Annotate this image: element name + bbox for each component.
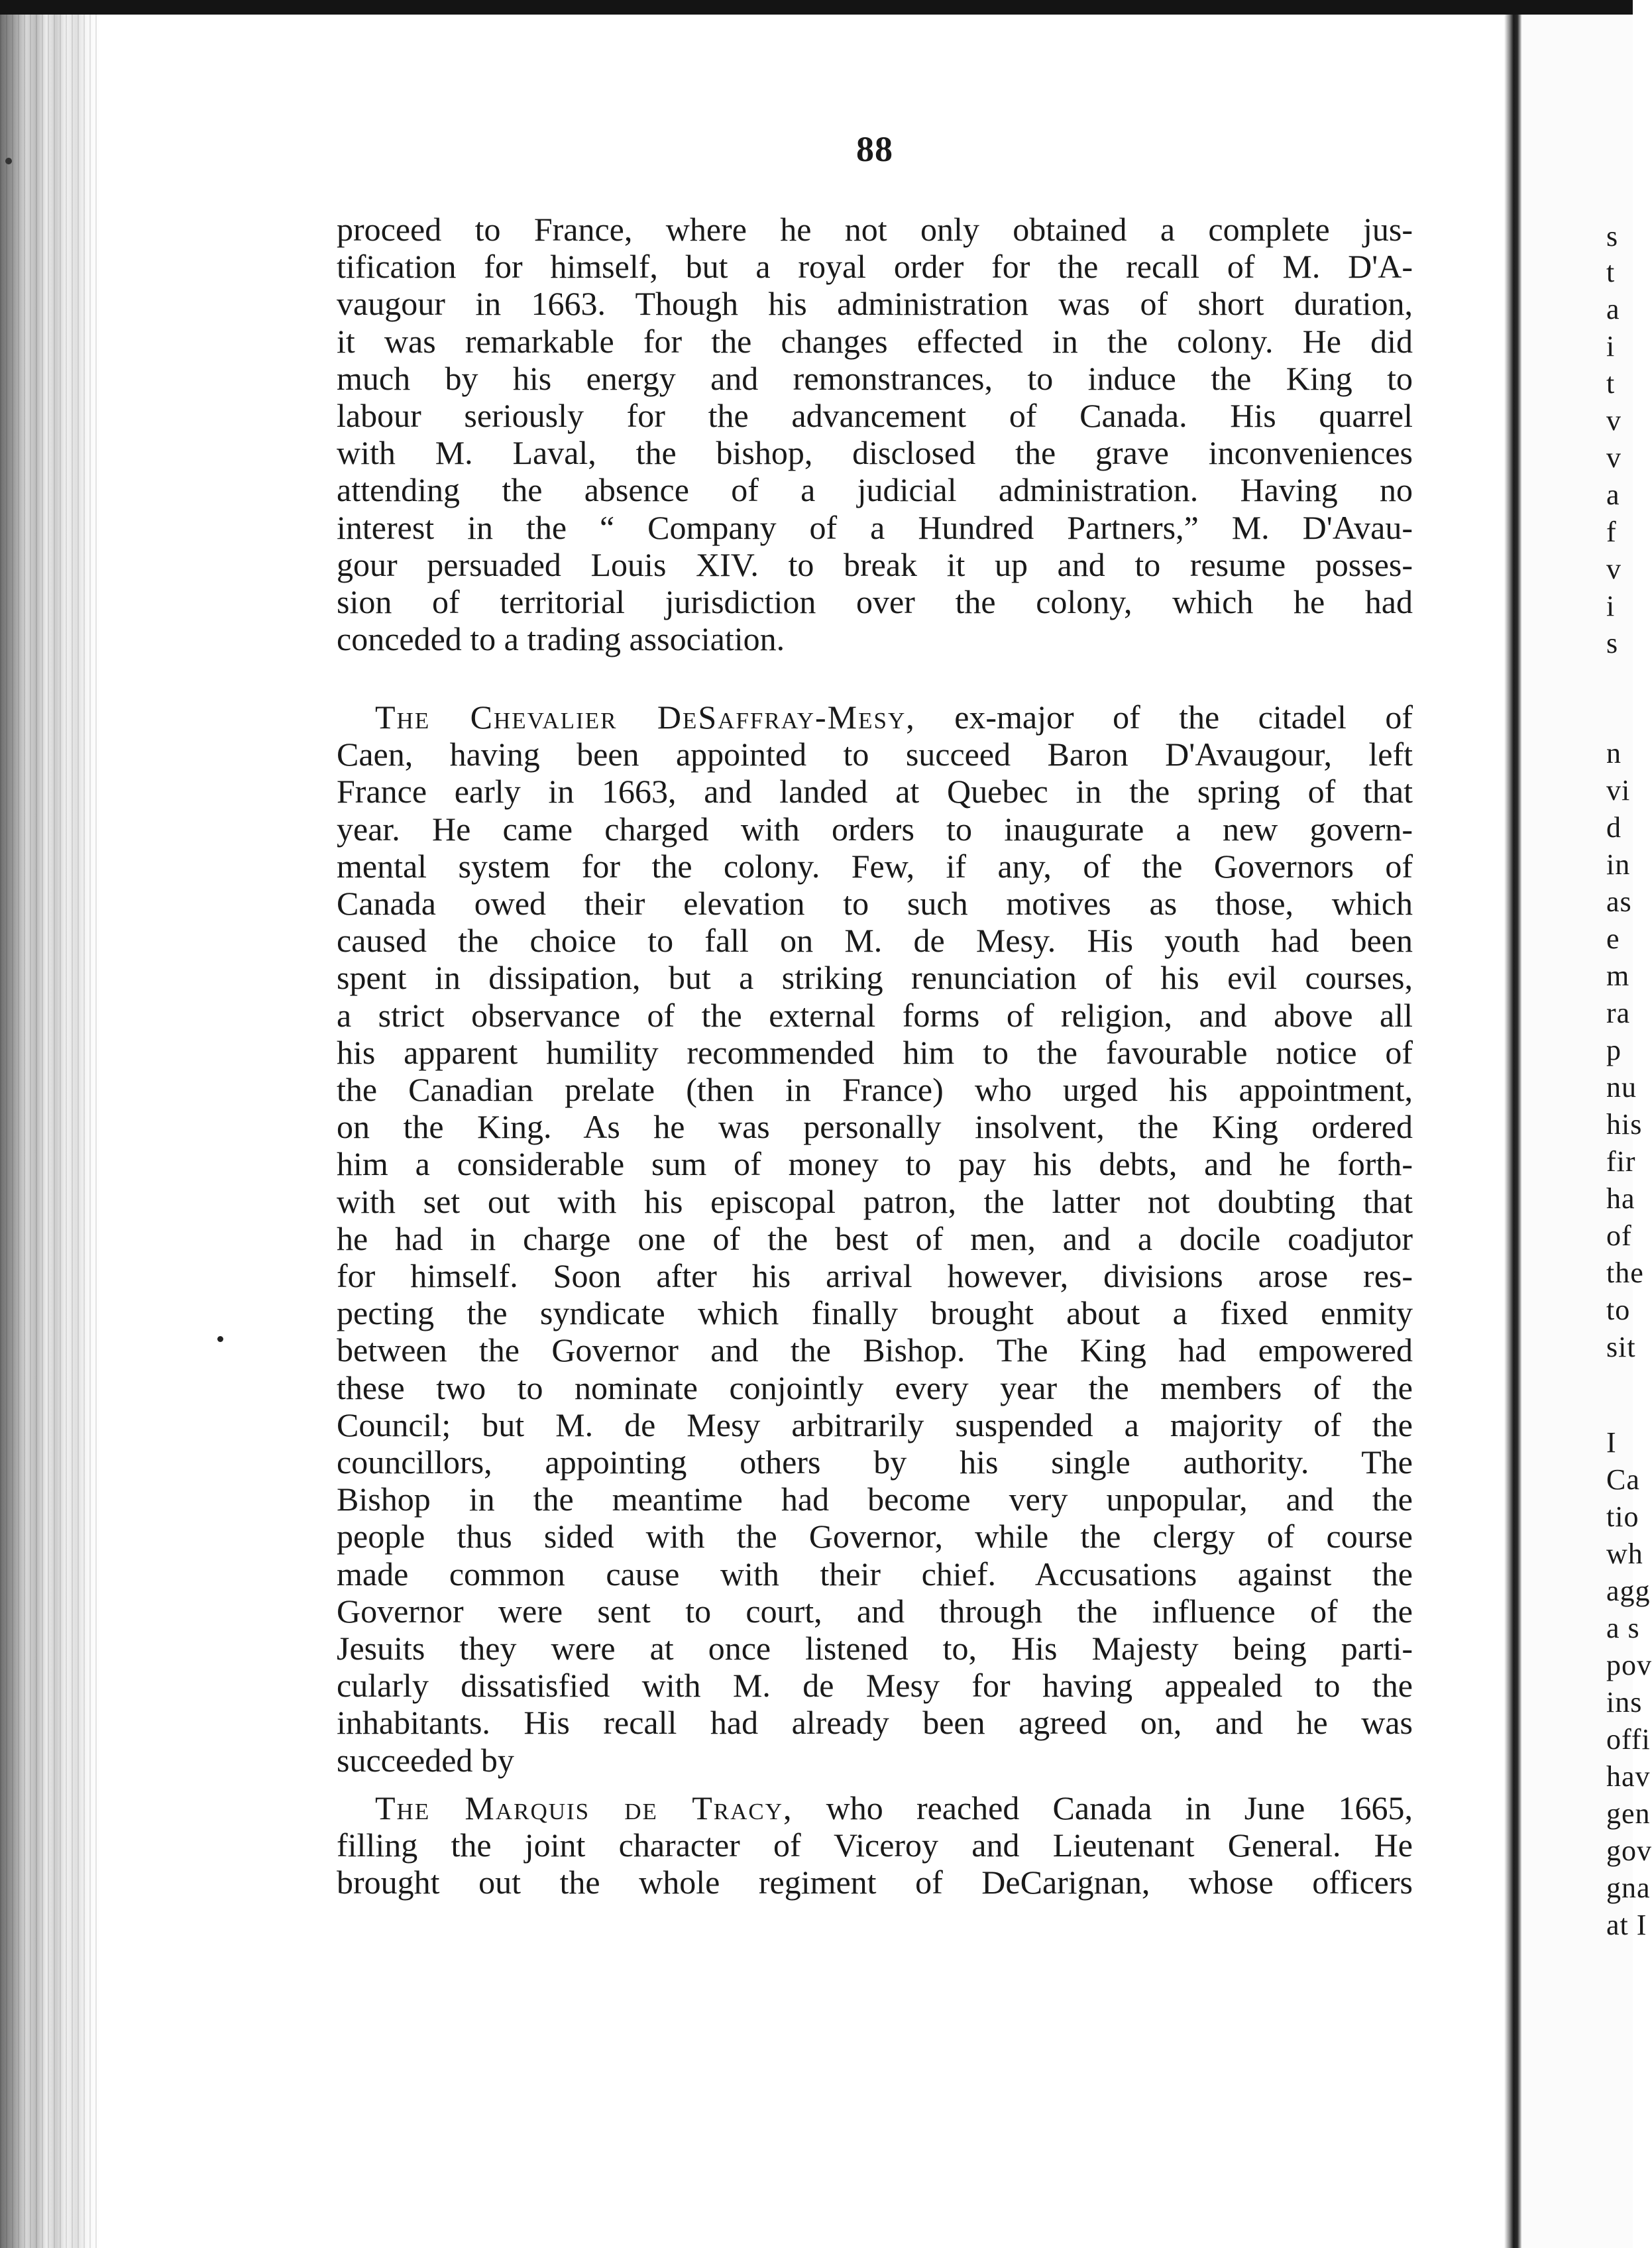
- text-line-rest: ex-major of the citadel of: [915, 699, 1413, 736]
- facing-fragment: gen: [1606, 1797, 1651, 1830]
- facing-fragment: s: [1606, 627, 1619, 659]
- facing-fragment: ra: [1606, 997, 1631, 1029]
- facing-fragment: i: [1606, 330, 1616, 363]
- text-line: brought out the whole regiment of DeCarignan, whose officers: [337, 1864, 1413, 1901]
- facing-fragment: ha: [1606, 1182, 1635, 1215]
- facing-fragment: m: [1606, 960, 1630, 992]
- text-line-rest: who reached Canada in June 1665,: [793, 1789, 1413, 1826]
- text-line: Canada owed their elevation to such motives as those, which: [337, 885, 1413, 923]
- facing-fragment: a: [1606, 293, 1620, 325]
- text-line: a strict observance of the external forms of religion, and above all: [337, 996, 1413, 1034]
- tick-mark: [5, 158, 12, 164]
- facing-fragment: at I: [1606, 1909, 1647, 1941]
- binding-edge: [0, 15, 99, 2248]
- text-line: tification for himself, but a royal order for the recall of M. D'A-: [337, 248, 1413, 286]
- facing-fragment: sit: [1606, 1331, 1636, 1363]
- text-line: Caen, having been appointed to succeed Baron D'Avaugour, left: [337, 736, 1413, 773]
- text-line: cularly dissatisfied with M. de Mesy for having appealed to the: [337, 1667, 1413, 1705]
- facing-fragment: gov: [1606, 1834, 1652, 1867]
- facing-fragment: Ca: [1606, 1463, 1640, 1496]
- facing-fragment: as: [1606, 885, 1632, 918]
- facing-fragment: I: [1606, 1426, 1617, 1459]
- facing-fragment: in: [1606, 848, 1631, 881]
- facing-fragment: i: [1606, 590, 1616, 622]
- text-line: pecting the syndicate which finally brought about a fixed enmity: [337, 1294, 1413, 1332]
- facing-fragment: hav: [1606, 1760, 1651, 1793]
- facing-fragment: ins: [1606, 1686, 1643, 1718]
- paragraph-2: [337, 699, 1413, 1779]
- text-line: interest in the “ Company of a Hundred Partners,” M. D'Avau-: [337, 508, 1413, 546]
- text-line: filling the joint character of Viceroy and Lieutenant General. He: [337, 1826, 1413, 1864]
- facing-fragment: v: [1606, 441, 1622, 474]
- facing-fragment: p: [1606, 1034, 1622, 1066]
- text-line: Bishop in the meantime had become very unpopular, and the: [337, 1481, 1413, 1518]
- facing-fragment: t: [1606, 367, 1616, 400]
- scan-top-border: [0, 0, 1633, 15]
- facing-fragment: s: [1606, 220, 1619, 253]
- text-line: people thus sided with the Governor, while the clergy of course: [337, 1518, 1413, 1555]
- text-line: him a considerable sum of money to pay his debts, and he forth-: [337, 1145, 1413, 1183]
- facing-fragment: agg: [1606, 1575, 1651, 1607]
- facing-fragment: e: [1606, 923, 1620, 955]
- text-line: with set out with his episcopal patron, the latter not doubting that: [337, 1182, 1413, 1220]
- text-line: he had in charge one of the best of men, and a docile coadjutor: [337, 1219, 1413, 1257]
- text-line: his apparent humility recommended him to the favourable notice of: [337, 1033, 1413, 1071]
- facing-fragment: v: [1606, 553, 1622, 585]
- text-line: Council; but M. de Mesy arbitrarily suspended a majority of the: [337, 1406, 1413, 1443]
- text-line: spent in dissipation, but a striking renunciation of his evil courses,: [337, 959, 1413, 997]
- text-line: with M. Laval, the bishop, disclosed the grave inconveniences: [337, 434, 1413, 472]
- margin-dot: [217, 1336, 223, 1342]
- text-line: attending the absence of a judicial administration. Having no: [337, 471, 1413, 509]
- text-line: France early in 1663, and landed at Quebec in the spring of that: [337, 773, 1413, 811]
- facing-fragment: the: [1606, 1257, 1644, 1289]
- section-lead: The Marquis de Tracy,: [375, 1789, 793, 1826]
- text-line: for himself. Soon after his arrival however, divisions arose res-: [337, 1257, 1413, 1295]
- facing-fragment: n: [1606, 737, 1622, 769]
- text-line: vaugour in 1663. Though his administration was of short duration,: [337, 285, 1413, 323]
- facing-fragment: wh: [1606, 1538, 1643, 1570]
- text-line: on the King. As he was personally insolvent, the King ordered: [337, 1108, 1413, 1146]
- facing-fragment: f: [1606, 516, 1617, 548]
- facing-fragment: gna: [1606, 1872, 1651, 1904]
- text-line: gour persuaded Louis XIV. to break it up and to resume posses-: [337, 545, 1413, 583]
- text-line: much by his energy and remonstrances, to induce the King to: [337, 359, 1413, 397]
- text-line: councillors, appointing others by his single authority. The: [337, 1443, 1413, 1481]
- paragraph-3: [337, 1789, 1413, 1901]
- text-line: caused the choice to fall on M. de Mesy. His youth had been: [337, 922, 1413, 960]
- text-line: Governor were sent to court, and through the influence of the: [337, 1592, 1413, 1630]
- text-line: labour seriously for the advancement of Canada. His quarrel: [337, 397, 1413, 435]
- text-line: the Canadian prelate (then in France) who urged his appointment,: [337, 1071, 1413, 1109]
- page-number: 88: [856, 129, 893, 169]
- facing-fragment: nu: [1606, 1071, 1637, 1103]
- text-line: inhabitants. His recall had already been agreed on, and he was: [337, 1704, 1413, 1742]
- facing-fragment: a: [1606, 478, 1620, 511]
- facing-fragment: vi: [1606, 774, 1631, 807]
- facing-fragment: to: [1606, 1294, 1631, 1326]
- facing-fragment: t: [1606, 256, 1616, 288]
- page-gutter: [1504, 15, 1521, 2248]
- facing-fragment: offi: [1606, 1723, 1651, 1756]
- text-line: proceed to France, where he not only obtained a complete jus-: [337, 211, 1413, 248]
- text-line: Jesuits they were at once listened to, His Majesty being parti-: [337, 1630, 1413, 1667]
- paragraph-1: [337, 211, 1413, 657]
- text-line: year. He came charged with orders to inaugurate a new govern-: [337, 810, 1413, 848]
- facing-fragment: v: [1606, 404, 1622, 437]
- text-line: between the Governor and the Bishop. The King had empowered: [337, 1331, 1413, 1369]
- facing-fragment: tio: [1606, 1500, 1639, 1533]
- text-line-with-lead: [337, 699, 1413, 736]
- facing-fragment: d: [1606, 811, 1622, 844]
- text-line: these two to nominate conjointly every year the members of the: [337, 1369, 1413, 1406]
- text-line: conceded to a trading association.: [337, 620, 785, 658]
- facing-fragment: fir: [1606, 1145, 1636, 1178]
- text-line-with-lead: [337, 1789, 1413, 1826]
- text-line: made common cause with their chief. Accusations against the: [337, 1555, 1413, 1593]
- text-line: it was remarkable for the changes effected in the colony. He did: [337, 322, 1413, 360]
- facing-fragment: his: [1606, 1108, 1643, 1141]
- facing-fragment: a s: [1606, 1612, 1640, 1644]
- text-line: mental system for the colony. Few, if any, of the Governors of: [337, 847, 1413, 885]
- facing-fragment: of: [1606, 1219, 1632, 1252]
- section-lead: The Chevalier DeSaffray-Mesy,: [375, 699, 916, 736]
- text-line: succeeded by: [337, 1741, 514, 1779]
- text-line: sion of territorial jurisdiction over the colony, which he had: [337, 583, 1413, 621]
- facing-fragment: pov: [1606, 1649, 1652, 1681]
